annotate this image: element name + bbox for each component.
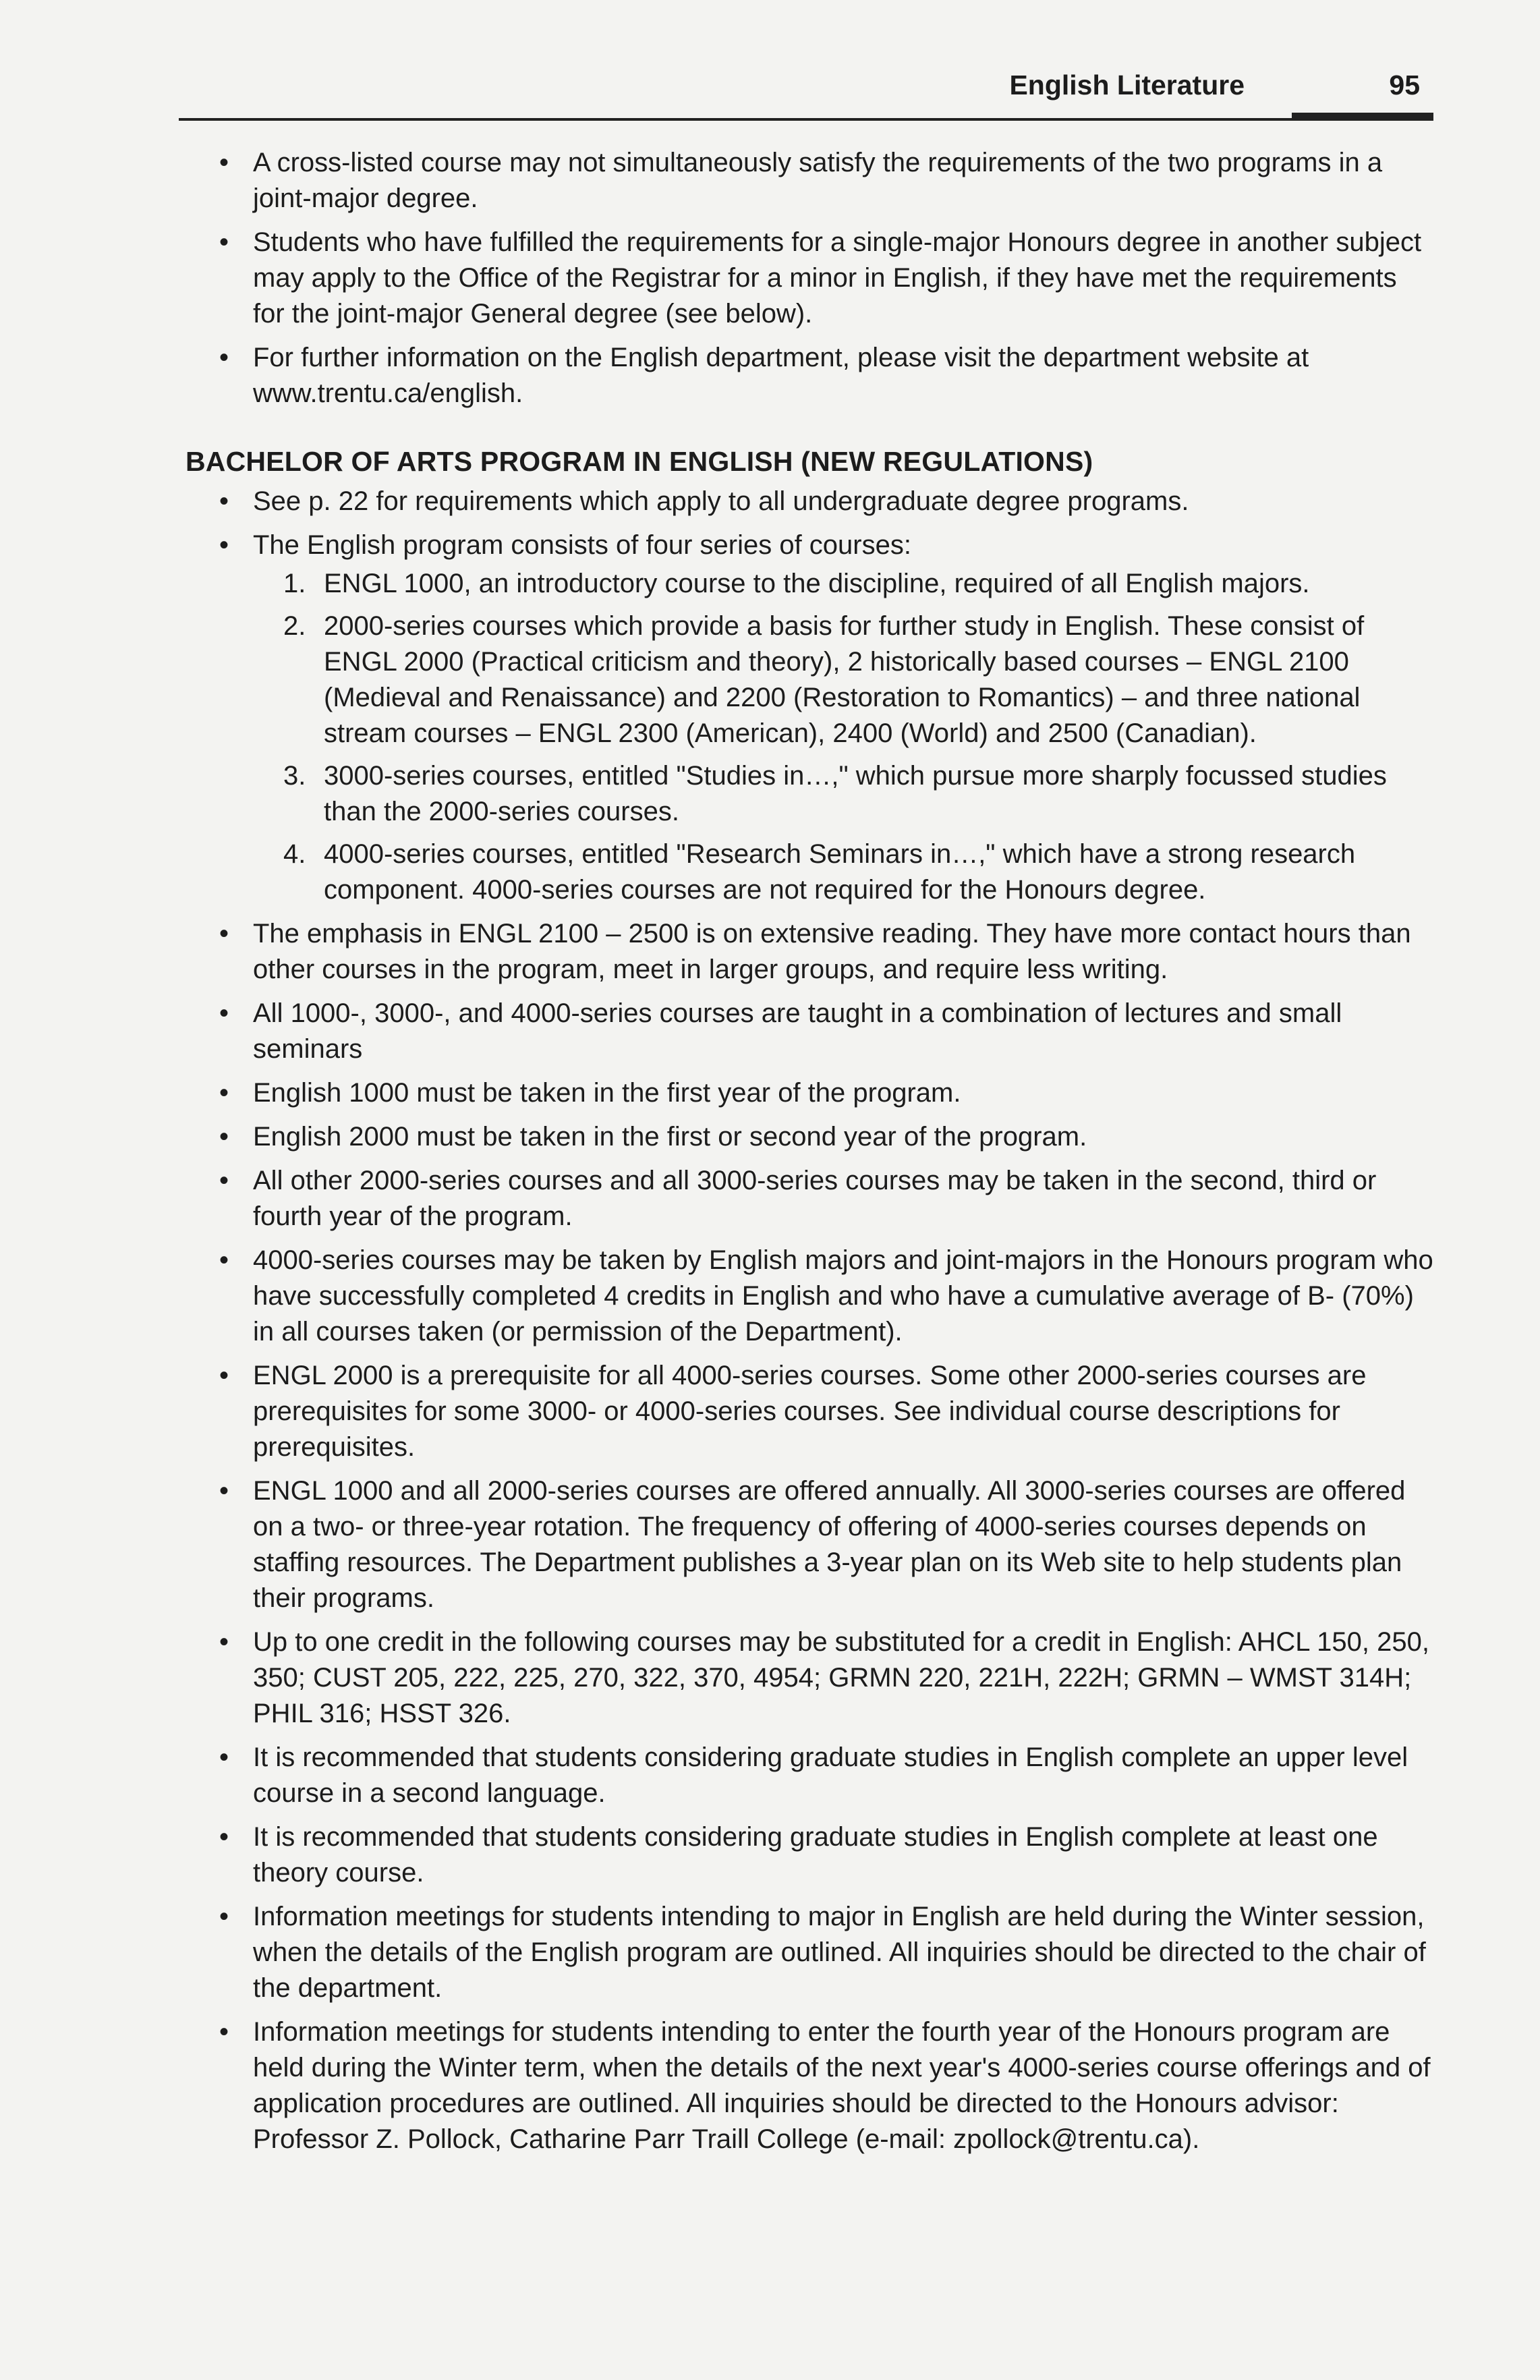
series-number: 4.	[283, 839, 306, 869]
list-item: • 4000-series courses may be taken by English majors and joint-majors in the Honours program who have successfully completed 4 credits in English and who have a cumulative average of B- (70%) in all courses taken (or permission of the Department).	[186, 1243, 1433, 1350]
program-bullet-list	[186, 484, 1433, 2157]
header-rule-accent	[1292, 113, 1433, 121]
series-list	[253, 566, 1433, 908]
list-item: • Students who have fulfilled the requirements for a single-major Honours degree in another subject may apply to the Office of the Registrar for a minor in English, if they have met the requirements for the joint-major General degree (see below).	[186, 225, 1433, 332]
series-item	[253, 608, 1433, 752]
series-text: 3000-series courses, entitled "Studies in…," which pursue more sharply focussed studies than the 2000-series courses.	[324, 761, 1387, 826]
list-item: • It is recommended that students considering graduate studies in English complete at least one theory course.	[186, 1819, 1433, 1891]
list-item: • English 2000 must be taken in the first or second year of the program.	[186, 1119, 1433, 1155]
page-header	[179, 57, 1433, 118]
list-item: • Information meetings for students intending to major in English are held during the Winter session, when the details of the English program are outlined. All inquiries should be directed to the chair of the department.	[186, 1899, 1433, 2006]
header-rule	[179, 118, 1433, 121]
list-item: • A cross-listed course may not simultaneously satisfy the requirements of the two programs in a joint-major degree.	[186, 145, 1433, 217]
section-heading: BACHELOR OF ARTS PROGRAM IN ENGLISH (NEW REGULATIONS)	[186, 446, 1093, 477]
list-item: • ENGL 2000 is a prerequisite for all 4000-series courses. Some other 2000-series courses are prerequisites for some 3000- or 4000-series courses. See individual course descriptions for prerequisites.	[186, 1358, 1433, 1465]
list-item: • ENGL 1000 and all 2000-series courses are offered annually. All 3000-series courses are offered on a two- or three-year rotation. The frequency of offering of 4000-series courses depends on staffing resources. The Department publishes a 3-year plan on its Web site to help students plan their programs.	[186, 1473, 1433, 1616]
series-item	[253, 837, 1433, 908]
list-item-text: The English program consists of four series of courses:	[253, 530, 911, 560]
intro-bullet-list	[186, 145, 1433, 412]
list-item: • Information meetings for students intending to enter the fourth year of the Honours program are held during the Winter term, when the details of the next year's 4000-series course offerings and of application procedures are outlined. All inquiries should be directed to the Honours advisor: Professor Z. Pollock, Catharine Parr Traill College (e-mail: zpollock@trentu.ca).	[186, 2014, 1433, 2157]
series-item	[253, 566, 1433, 602]
list-item: • Up to one credit in the following courses may be substituted for a credit in English: AHCL 150, 250, 350; CUST 205, 222, 225, 270, 322, 370, 4954; GRMN 220, 221H, 222H; GRMN – WMST 314H; PHIL 316; HSST 326.	[186, 1624, 1433, 1732]
list-item: • For further information on the English department, please visit the department website at www.trentu.ca/english.	[186, 340, 1433, 412]
list-item: • All other 2000-series courses and all 3000-series courses may be taken in the second, third or fourth year of the program.	[186, 1163, 1433, 1235]
list-item: • See p. 22 for requirements which apply to all undergraduate degree programs.	[186, 484, 1433, 519]
series-text: ENGL 1000, an introductory course to the discipline, required of all English majors.	[324, 569, 1310, 598]
series-item	[253, 758, 1433, 830]
page-content	[186, 145, 1433, 2165]
list-item: • The emphasis in ENGL 2100 – 2500 is on extensive reading. They have more contact hours than other courses in the program, meet in larger groups, and require less writing.	[186, 916, 1433, 988]
list-item: • All 1000-, 3000-, and 4000-series courses are taught in a combination of lectures and small seminars	[186, 996, 1433, 1067]
running-title: English Literature	[1009, 69, 1245, 101]
series-number: 3.	[283, 761, 306, 791]
series-text: 2000-series courses which provide a basis for further study in English. These consist of ENGL 2000 (Practical criticism and theory), 2 historically based courses – ENGL 2100 (Medieval and Renaissance) and 2200 (Restoration to Romantics) – and three national stream courses – ENGL 2300 (American), 2400 (World) and 2500 (Canadian).	[324, 611, 1365, 748]
series-number: 2.	[283, 611, 306, 641]
list-item	[186, 528, 1433, 908]
series-number: 1.	[283, 569, 306, 598]
list-item: • English 1000 must be taken in the first year of the program.	[186, 1075, 1433, 1111]
list-item: • It is recommended that students considering graduate studies in English complete an upper level course in a second language.	[186, 1740, 1433, 1811]
page-number: 95	[1389, 69, 1420, 101]
series-text: 4000-series courses, entitled "Research Seminars in…," which have a strong research component. 4000-series courses are not required for the Honours degree.	[324, 839, 1356, 905]
